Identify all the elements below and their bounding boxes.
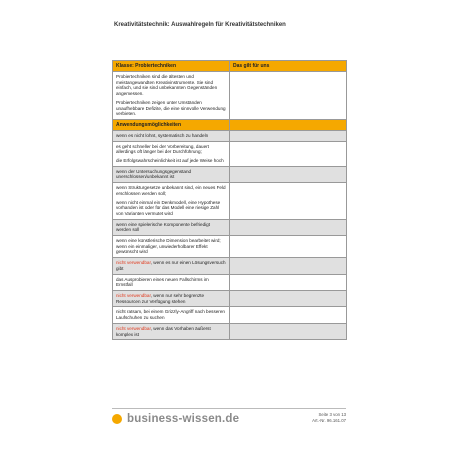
table-row — [113, 324, 347, 340]
applies-cell — [230, 236, 347, 257]
criterion-cell — [113, 131, 230, 141]
criterion-paragraph: wenn Strukturgesetze unbekannt sind, ein neues Feld erschlossen werden soll; — [116, 185, 226, 196]
document-title: Kreativitätstechnik: Auswahlregeln für Kreativitätstechniken — [114, 22, 286, 28]
criterion-cell — [113, 183, 230, 219]
criterion-paragraph: die Erfolgswahrscheinlichkeit ist auf jede Weise hoch — [116, 158, 224, 164]
criteria-rows — [113, 131, 347, 340]
table-row — [113, 291, 347, 307]
applies-cell — [230, 324, 347, 339]
table-row — [113, 131, 347, 142]
criterion-text: , wenn das Vorhaben äußerst komplex ist — [116, 325, 211, 337]
table-row — [113, 183, 347, 220]
criterion-cell — [113, 236, 230, 257]
not-usable-label: nicht verwendbar — [116, 292, 151, 298]
table-row — [113, 258, 347, 274]
applies-cell — [230, 131, 347, 141]
not-usable-label: nicht verwendbar — [116, 260, 151, 266]
section-header-row — [113, 120, 347, 131]
page-number: Seite 3 von 13 — [318, 412, 346, 417]
article-number: Art.-Nr. 96.161.07 — [312, 418, 346, 423]
criterion-cell — [113, 258, 230, 273]
applies-cell — [230, 275, 347, 290]
criterion-cell — [113, 275, 230, 290]
intro-paragraph: Probiertechniken zeigen unter Umständen unaufhebbare Defizite, die eine sinnvolle Verwendung verbieten. — [116, 99, 226, 117]
table-row — [113, 220, 347, 236]
applies-cell — [230, 183, 347, 219]
intro-paragraph: Probiertechniken sind die ältesten und meistangewandten Kreativinstrumente. Sie sind einfach, und sie sind unbekannten Gegenständen angemessen. — [116, 74, 218, 97]
applies-cell — [230, 167, 347, 182]
criterion-paragraph: wenn nicht einmal ein Denkmodell, eine Hypothese vorhanden ist oder für das Modell eine riesige Zahl von Varianten vermutet wird — [116, 199, 221, 216]
applies-cell — [230, 142, 347, 166]
applies-cell — [230, 307, 347, 322]
criterion-text: wenn eine spielerische Komponente befriedigt werden soll — [116, 221, 210, 233]
criterion-cell — [113, 220, 230, 235]
criterion-text: wenn eine künstlerische Dimension bearbeitet wird; wenn ein einmaliger, unwiederholbarer Effekt gewünscht wird — [116, 238, 221, 255]
logo-wordmark: business-wissen.de — [127, 413, 240, 425]
criterion-cell — [113, 142, 230, 166]
criterion-text: , wenn nur sehr begrenzte Ressourcen zur Verfügung stehen — [116, 292, 205, 304]
logo-dot-icon — [112, 414, 122, 424]
criterion-text: , wenn es nur einen Lösungsversuch gibt — [116, 260, 226, 271]
applies-cell — [230, 220, 347, 235]
criterion-cell — [113, 291, 230, 306]
criterion-text: wenn es nicht lohnt, systematisch zu handeln — [116, 132, 209, 138]
not-usable-label: nicht verwendbar — [116, 325, 151, 331]
criterion-text: wenn der Untersuchungsgegenstand unerschlossen/unbekannt ist — [116, 168, 192, 180]
table-header-row — [113, 61, 347, 72]
footer-divider — [112, 408, 346, 409]
applies-cell — [230, 291, 347, 306]
criterion-cell — [113, 167, 230, 182]
header-class-cell: Klasse: Probiertechniken — [113, 61, 230, 71]
page-info — [312, 412, 346, 424]
brand-logo — [112, 413, 239, 425]
table-row — [113, 275, 347, 291]
applies-cell — [230, 72, 347, 119]
criterion-text: das Ausprobieren eines neuen Fallschirms im Ernstfall — [116, 276, 209, 288]
table-row — [113, 307, 347, 323]
criterion-cell — [113, 324, 230, 339]
intro-cell — [113, 72, 230, 119]
criterion-cell — [113, 307, 230, 322]
table-row — [113, 167, 347, 183]
intro-row — [113, 72, 347, 120]
header-applies-cell: Das gilt für uns — [230, 61, 347, 71]
criterion-text: nicht ratsam, bei einem Grizzly-Angriff nach besseren Laufschuhen zu suchen — [116, 309, 225, 321]
section-label: Anwendungsmöglichkeiten — [113, 120, 230, 130]
criterion-paragraph: es geht schneller bei der Vorbereitung, dauert allerdings oft länger bei der Durchführung; — [116, 143, 209, 155]
table-row — [113, 236, 347, 258]
table-row — [113, 142, 347, 167]
criteria-table — [112, 60, 347, 340]
applies-cell — [230, 258, 347, 273]
section-applies-cell — [230, 120, 347, 130]
